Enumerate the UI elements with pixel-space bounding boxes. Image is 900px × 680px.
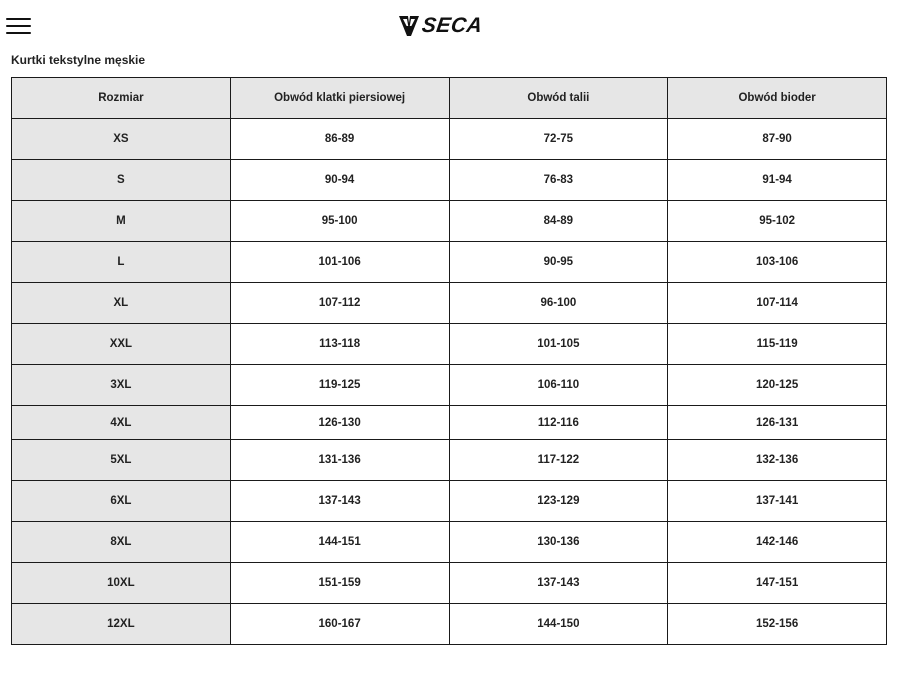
hips-cell: 120-125: [668, 365, 887, 406]
table-row: [12, 242, 887, 283]
hamburger-menu-icon[interactable]: [6, 16, 31, 36]
waist-cell: 130-136: [449, 522, 668, 563]
hips-cell: 115-119: [668, 324, 887, 365]
size-cell: XL: [12, 283, 231, 324]
table-row: [12, 160, 887, 201]
column-header-waist: Obwód talii: [449, 78, 668, 119]
size-chart-table: [11, 77, 887, 645]
hips-cell: 95-102: [668, 201, 887, 242]
chest-cell: 90-94: [230, 160, 449, 201]
hips-cell: 103-106: [668, 242, 887, 283]
size-cell: 6XL: [12, 481, 231, 522]
waist-cell: 90-95: [449, 242, 668, 283]
size-cell: XXL: [12, 324, 231, 365]
table-row: [12, 201, 887, 242]
chest-cell: 126-130: [230, 406, 449, 440]
waist-cell: 117-122: [449, 440, 668, 481]
chest-cell: 160-167: [230, 604, 449, 645]
menu-line: [6, 32, 31, 34]
hips-cell: 147-151: [668, 563, 887, 604]
table-row: [12, 604, 887, 645]
size-cell: 3XL: [12, 365, 231, 406]
size-cell: S: [12, 160, 231, 201]
table-row: [12, 563, 887, 604]
hips-cell: 91-94: [668, 160, 887, 201]
waist-cell: 137-143: [449, 563, 668, 604]
hips-cell: 152-156: [668, 604, 887, 645]
waist-cell: 84-89: [449, 201, 668, 242]
table-row: [12, 481, 887, 522]
chest-cell: 144-151: [230, 522, 449, 563]
hips-cell: 87-90: [668, 119, 887, 160]
column-header-size: Rozmiar: [12, 78, 231, 119]
page-title: Kurtki tekstylne męskie: [11, 53, 146, 67]
chest-cell: 137-143: [230, 481, 449, 522]
chest-cell: 95-100: [230, 201, 449, 242]
waist-cell: 96-100: [449, 283, 668, 324]
size-cell: 4XL: [12, 406, 231, 440]
table-row: [12, 365, 887, 406]
size-cell: L: [12, 242, 231, 283]
waist-cell: 106-110: [449, 365, 668, 406]
size-cell: 8XL: [12, 522, 231, 563]
hips-cell: 132-136: [668, 440, 887, 481]
waist-cell: 72-75: [449, 119, 668, 160]
waist-cell: 123-129: [449, 481, 668, 522]
size-cell: 10XL: [12, 563, 231, 604]
table-header-row: [12, 78, 887, 119]
table-row: [12, 522, 887, 563]
hips-cell: 137-141: [668, 481, 887, 522]
chest-cell: 151-159: [230, 563, 449, 604]
top-bar: [0, 0, 900, 52]
chest-cell: 101-106: [230, 242, 449, 283]
waist-cell: 144-150: [449, 604, 668, 645]
waist-cell: 112-116: [449, 406, 668, 440]
menu-line: [6, 18, 31, 20]
chest-cell: 107-112: [230, 283, 449, 324]
menu-line: [6, 25, 31, 27]
table-row: [12, 406, 887, 440]
chest-cell: 113-118: [230, 324, 449, 365]
waist-cell: 101-105: [449, 324, 668, 365]
waist-cell: 76-83: [449, 160, 668, 201]
chest-cell: 131-136: [230, 440, 449, 481]
size-cell: 12XL: [12, 604, 231, 645]
column-header-hips: Obwód bioder: [668, 78, 887, 119]
size-cell: 5XL: [12, 440, 231, 481]
hips-cell: 142-146: [668, 522, 887, 563]
hips-cell: 126-131: [668, 406, 887, 440]
table-row: [12, 440, 887, 481]
seca-logo-icon: [398, 14, 420, 38]
size-cell: M: [12, 201, 231, 242]
column-header-chest: Obwód klatki piersiowej: [230, 78, 449, 119]
table-row: [12, 283, 887, 324]
table-row: [12, 324, 887, 365]
table-row: [12, 119, 887, 160]
brand-logo[interactable]: [398, 13, 485, 39]
chest-cell: 119-125: [230, 365, 449, 406]
brand-name: SECA: [420, 14, 485, 37]
chest-cell: 86-89: [230, 119, 449, 160]
hips-cell: 107-114: [668, 283, 887, 324]
size-cell: XS: [12, 119, 231, 160]
